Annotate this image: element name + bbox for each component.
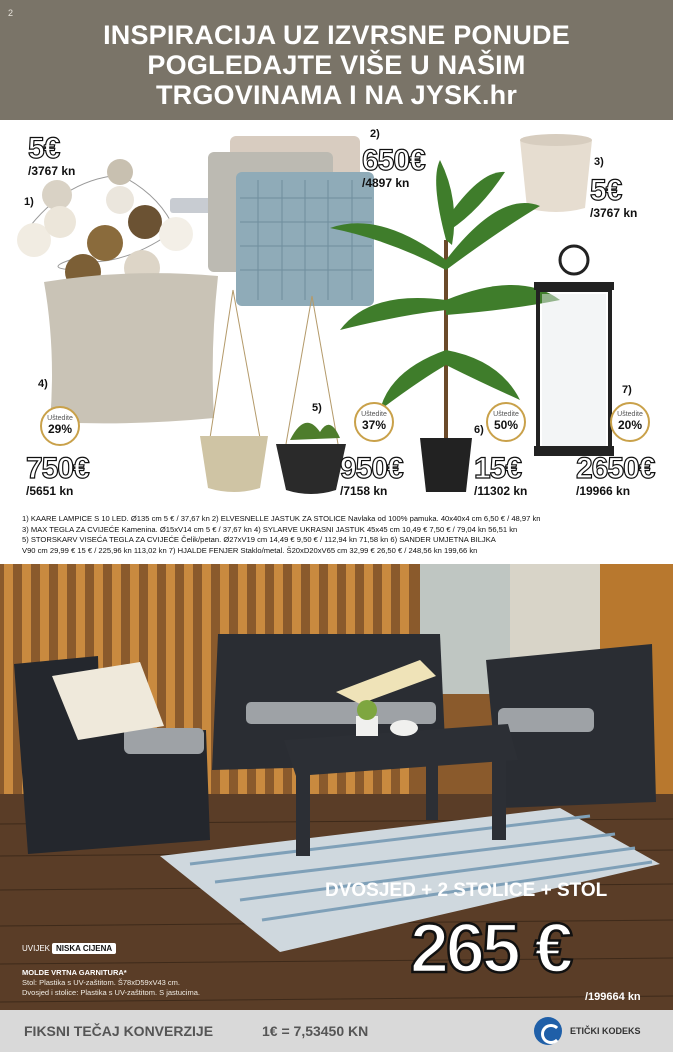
savings-badge-5: Uštedite 37% xyxy=(354,402,394,442)
footer-bar xyxy=(0,1010,673,1052)
header-banner xyxy=(0,0,673,120)
description-line: V90 cm 29,99 € 15 € / 225,96 kn 113,02 kn 7) HJALDE FENJER Staklo/metal. Š20xD20xV65 cm 32,99 € 26,50 € / 248,56 kn 199,66 kn xyxy=(22,545,478,555)
product-illustrations xyxy=(0,120,673,510)
description-line: 5) STORSKARV VISEĆA TEGLA ZA CVIJEĆE Čelik/petan. Ø27xV19 cm 14,49 € 9,50 € / 112,94 kn 71,58 kn 6) SANDER UMJETNA BILJKA xyxy=(22,535,496,544)
savings-badge-6: Uštedite 50% xyxy=(486,402,526,442)
headline-line-2: POGLEDAJTE VIŠE U NAŠIM xyxy=(147,50,526,80)
label-1: 1) xyxy=(24,196,34,208)
price-sylarve: 750€ /5651 kn xyxy=(26,452,89,498)
label-5: 5) xyxy=(312,402,322,414)
label-4: 4) xyxy=(38,378,48,390)
hjalde-lantern-image xyxy=(534,246,614,456)
price-storskarv: 950€ /7158 kn xyxy=(340,452,403,498)
conversion-rate-label: FIKSNI TEČAJ KONVERZIJE xyxy=(24,1023,214,1039)
headline xyxy=(0,20,673,110)
conversion-rate-value: 1€ = 7,53450 KN xyxy=(262,1023,369,1039)
low-price-badge xyxy=(22,944,116,953)
bundle-price: 265 € xyxy=(410,909,571,987)
sylarve-pillow-image xyxy=(44,273,218,423)
set-spec-line: Dvosjed i stolice: Plastika s UV-zaštitom. S jastucima. xyxy=(22,988,200,997)
headline-line-3: TRGOVINAMA I NA JYSK.hr xyxy=(155,80,518,110)
price-max: 5€ /3767 kn xyxy=(590,174,638,220)
label-2: 2) xyxy=(370,128,380,140)
storskarv-hanging-pots-image xyxy=(200,290,346,494)
price-sander: 15€ /11302 kn xyxy=(474,452,528,498)
bundle-price-kn: /199664 kn xyxy=(585,991,641,1003)
max-flowerpot-image xyxy=(520,134,592,212)
product-descriptions xyxy=(22,514,662,556)
description-line: 1) KAARE LAMPICE S 10 LED. Ø135 cm 5 € / 37,67 kn 2) ELVESNELLE JASTUK ZA STOLICE Navlaka od 100% pamuka. 40x40x4 cm 6,50 € / 48,97 kn xyxy=(22,514,541,523)
ethics-code-icon xyxy=(534,1017,562,1045)
set-spec-line: Stol: Plastika s UV-zaštitom. Š78xD59xV43 cm. xyxy=(22,978,180,987)
kaare-lights-image xyxy=(17,159,212,290)
price-hjalde: 2650€ /19966 kn xyxy=(576,452,655,498)
label-3: 3) xyxy=(594,156,604,168)
product-collage xyxy=(0,120,673,510)
label-7: 7) xyxy=(622,384,632,396)
description-line: 3) MAX TEGLA ZA CVIJEĆE Kamenina. Ø15xV14 cm 5 € / 37,67 kn 4) SYLARVE UKRASNI JASTUK 45x45 cm 10,49 € 7,50 € / 79,04 kn 56,51 kn xyxy=(22,524,518,534)
price-kaare: 5€ /3767 kn xyxy=(28,132,76,178)
headline-line-1: INSPIRACIJA UZ IZVRSNE PONUDE xyxy=(103,20,570,50)
price-elvesnelle: 650€ /4897 kn xyxy=(362,144,425,190)
ethics-code-label: ETIČKI KODEKS xyxy=(570,1026,641,1036)
elvesnelle-cushions-image xyxy=(208,136,374,306)
low-price-label: NISKA CIJENA xyxy=(52,943,116,954)
label-6: 6) xyxy=(474,424,484,436)
savings-badge-7: Uštedite 20% xyxy=(610,402,650,442)
bundle-title: DVOSJED + 2 STOLICE + STOL xyxy=(325,880,608,901)
set-info xyxy=(22,968,200,998)
savings-badge-4: Uštedite 29% xyxy=(40,406,80,446)
page-number: 2 xyxy=(8,8,14,18)
set-title: MOLDE VRTNA GARNITURA* xyxy=(22,968,127,977)
low-price-prefix: UVIJEK xyxy=(22,944,51,953)
